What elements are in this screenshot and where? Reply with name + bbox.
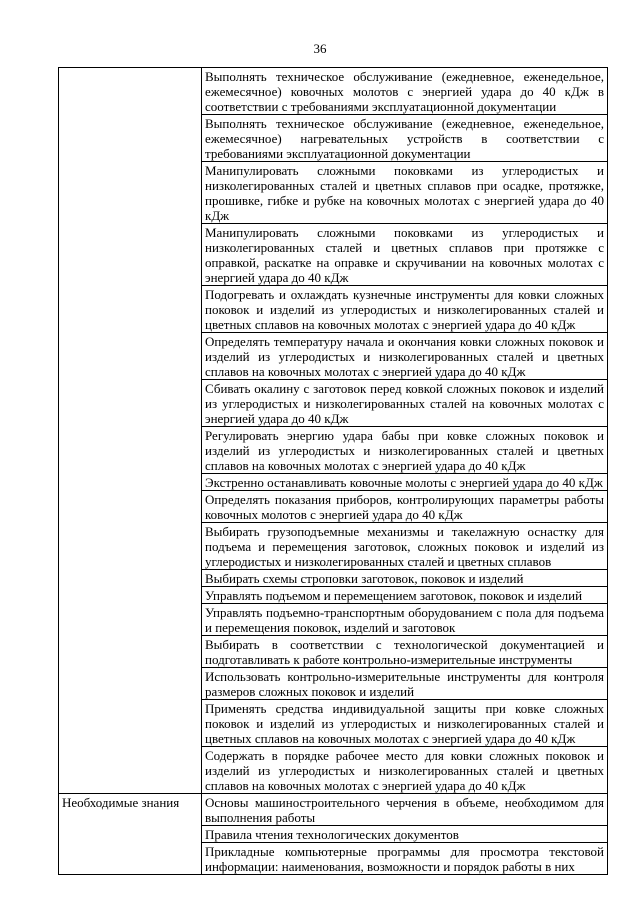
items-list: [202, 68, 607, 793]
row-label: Необходимые знания: [59, 794, 202, 875]
table-row: [59, 794, 608, 875]
table-cell: Регулировать энергию удара бабы при ковке сложных поковок и изделий из углеродистых и низколегированных сталей и цветных сплавов на ковочных молотах с энергией удара до 40 кДж: [202, 427, 607, 474]
table-cell: Манипулировать сложными поковками из углеродистых и низколегированных сталей и цветных сплавов при протяжке с оправкой, раскатке на оправке и скручивании на ковочных молотах с энергией удара до 40 кДж: [202, 224, 607, 286]
row-label: [59, 68, 202, 794]
table-cell: Экстренно останавливать ковочные молоты с энергией удара до 40 кДж: [202, 474, 607, 491]
table-cell: Определять показания приборов, контролирующих параметры работы ковочных молотов с энергией удара до 40 кДж: [202, 491, 607, 523]
table-cell: Сбивать окалину с заготовок перед ковкой сложных поковок и изделий из углеродистых и низколегированных сталей на ковочных молотах с энергией удара до 40 кДж: [202, 380, 607, 427]
table-cell: Использовать контрольно-измерительные инструменты для контроля размеров сложных поковок и изделий: [202, 668, 607, 700]
table-cell: Прикладные компьютерные программы для просмотра текстовой информации: наименования, возможности и порядок работы в них: [205, 844, 604, 874]
row-items: [202, 794, 608, 875]
page-number: 36: [313, 41, 327, 56]
table-cell: Содержать в порядке рабочее место для ковки сложных поковок и изделий из углеродистых и низколегированных сталей и цветных сплавов на ковочных молотах с энергией удара до 40 кДж: [205, 748, 604, 793]
table-cell: Выполнять техническое обслуживание (ежедневное, еженедельное, ежемесячное) ковочных молотов с энергией удара до 40 кДж в соответствии с требованиями эксплуатационной документации: [202, 68, 607, 115]
table-cell: Выполнять техническое обслуживание (ежедневное, еженедельное, ежемесячное) нагревательных устройств в соответствии с требованиями эксплуатационной документации: [202, 115, 607, 162]
table-cell: Выбирать схемы строповки заготовок, поковок и изделий: [202, 570, 607, 587]
items-list: [202, 794, 607, 874]
table-cell: Подогревать и охлаждать кузнечные инструменты для ковки сложных поковок и изделий из углеродистых и низколегированных сталей и цветных сплавов на ковочных молотах с энергией удара до 40 кДж: [202, 286, 607, 333]
table-cell: Манипулировать сложными поковками из углеродистых и низколегированных сталей и цветных сплавов при осадке, протяжке, прошивке, гибке и рубке на ковочных молотах с энергией удара до 40 кДж: [202, 162, 607, 224]
table-cell: Управлять подъемом и перемещением заготовок, поковок и изделий: [202, 587, 607, 604]
table-row: [59, 68, 608, 794]
row-items: [202, 68, 608, 794]
table-cell: Выбирать в соответствии с технологической документацией и подготавливать к работе контрольно-измерительные инструменты: [202, 636, 607, 668]
table-cell: Управлять подъемно-транспортным оборудованием с пола для подъема и перемещения поковок, изделий и заготовок: [202, 604, 607, 636]
table-cell: Применять средства индивидуальной защиты при ковке сложных поковок и изделий из углеродистых и низколегированных сталей и цветных сплавов на ковочных молотах с энергией удара до 40 кДж: [202, 700, 607, 747]
table-cell: Правила чтения технологических документов: [202, 826, 607, 843]
table-cell: Основы машиностроительного черчения в объеме, необходимом для выполнения работы: [202, 794, 607, 826]
skills-table: [58, 67, 608, 875]
table-cell: Выбирать грузоподъемные механизмы и такелажную оснастку для подъема и перемещения заготовок, сложных поковок и изделий из углеродистых и низколегированных сталей и цветных сплавов: [202, 523, 607, 570]
table-cell: Определять температуру начала и окончания ковки сложных поковок и изделий из углеродистых и низколегированных сталей и цветных сплавов на ковочных молотах с энергией удара до 40 кДж: [202, 333, 607, 380]
